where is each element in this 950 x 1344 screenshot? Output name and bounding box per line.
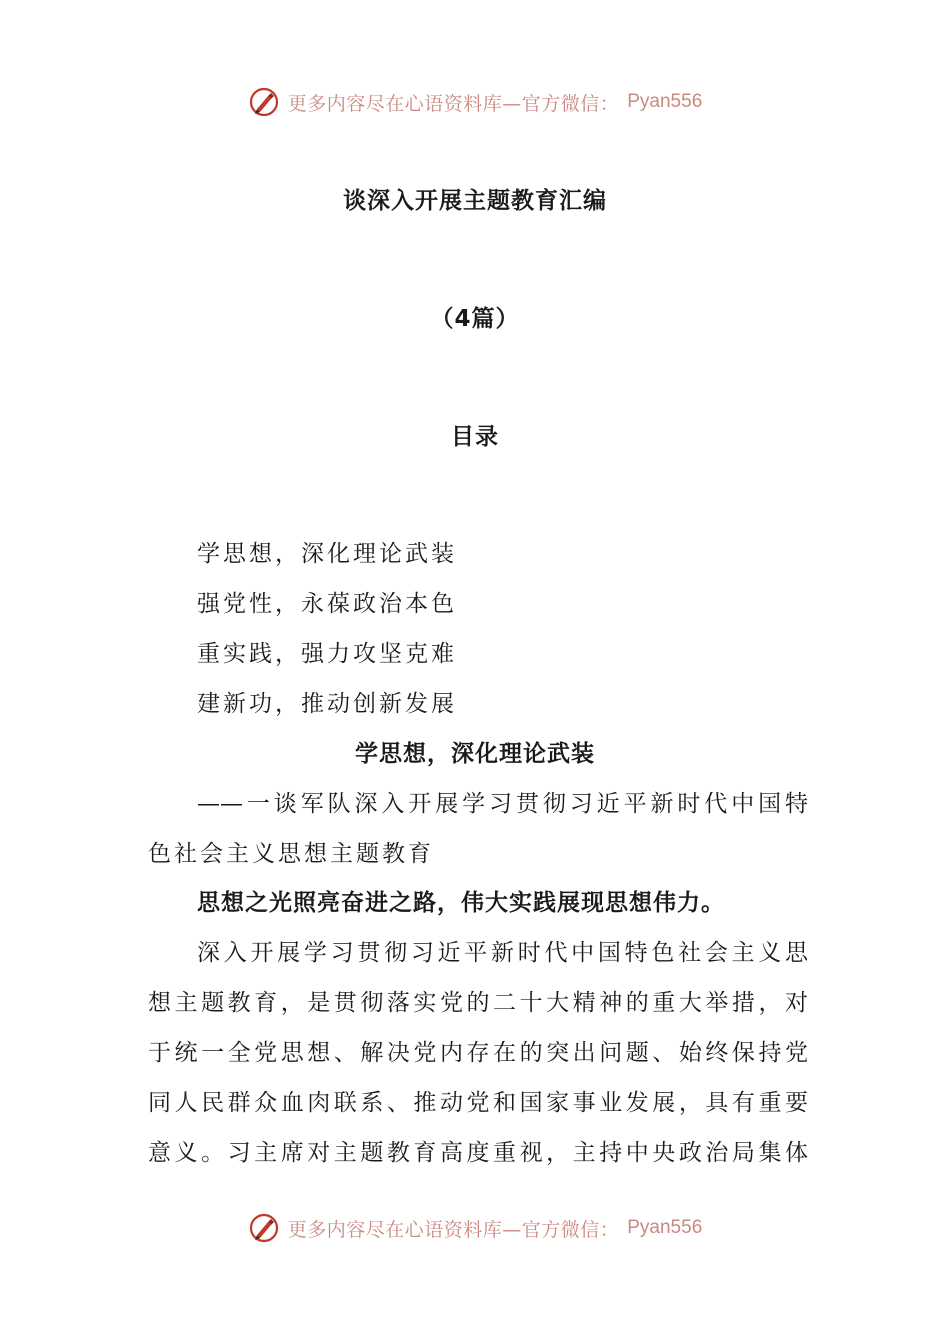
toc-item[interactable]: 学思想，深化理论武装 — [197, 541, 457, 567]
toc-heading: 目录 — [451, 424, 499, 450]
body-line: 想主题教育，是贯彻落实党的二十大精神的重大举措，对 — [148, 990, 808, 1016]
body-line: 于统一全党思想、解决党内存在的突出问题、始终保持党 — [148, 1040, 808, 1066]
document-title: 谈深入开展主题教育汇编 — [343, 188, 607, 214]
lead-sentence: 思想之光照亮奋进之路，伟大实践展现思想伟力。 — [197, 890, 725, 916]
watermark-wechat-id: Pyan556 — [627, 91, 703, 112]
watermark-text: 更多内容尽在心语资料库—官方微信： — [287, 1218, 620, 1241]
watermark-wechat-id: Pyan556 — [627, 1217, 703, 1238]
watermark-footer — [0, 1208, 950, 1248]
article-count: （4篇） — [430, 306, 520, 332]
subtitle-line: ——一谈军队深入开展学习贯彻习近平新时代中国特 — [197, 791, 808, 817]
subtitle-line: 色社会主义思想主题教育 — [148, 841, 434, 867]
toc-item[interactable]: 重实践，强力攻坚克难 — [197, 641, 457, 667]
body-line: 深入开展学习贯彻习近平新时代中国特色社会主义思 — [197, 940, 808, 966]
watermark-text: 更多内容尽在心语资料库—官方微信： — [287, 92, 620, 115]
body-line: 意义。习主席对主题教育高度重视，主持中央政治局集体 — [148, 1140, 808, 1166]
body-line: 同人民群众血肉联系、推动党和国家事业发展，具有重要 — [148, 1090, 808, 1116]
section-title: 学思想，深化理论武装 — [355, 741, 595, 767]
toc-item[interactable]: 强党性，永葆政治本色 — [197, 591, 457, 617]
watermark-header — [0, 82, 950, 122]
toc-item[interactable]: 建新功，推动创新发展 — [197, 691, 457, 717]
pen-logo-icon — [248, 1212, 280, 1244]
pen-logo-icon — [248, 86, 280, 118]
